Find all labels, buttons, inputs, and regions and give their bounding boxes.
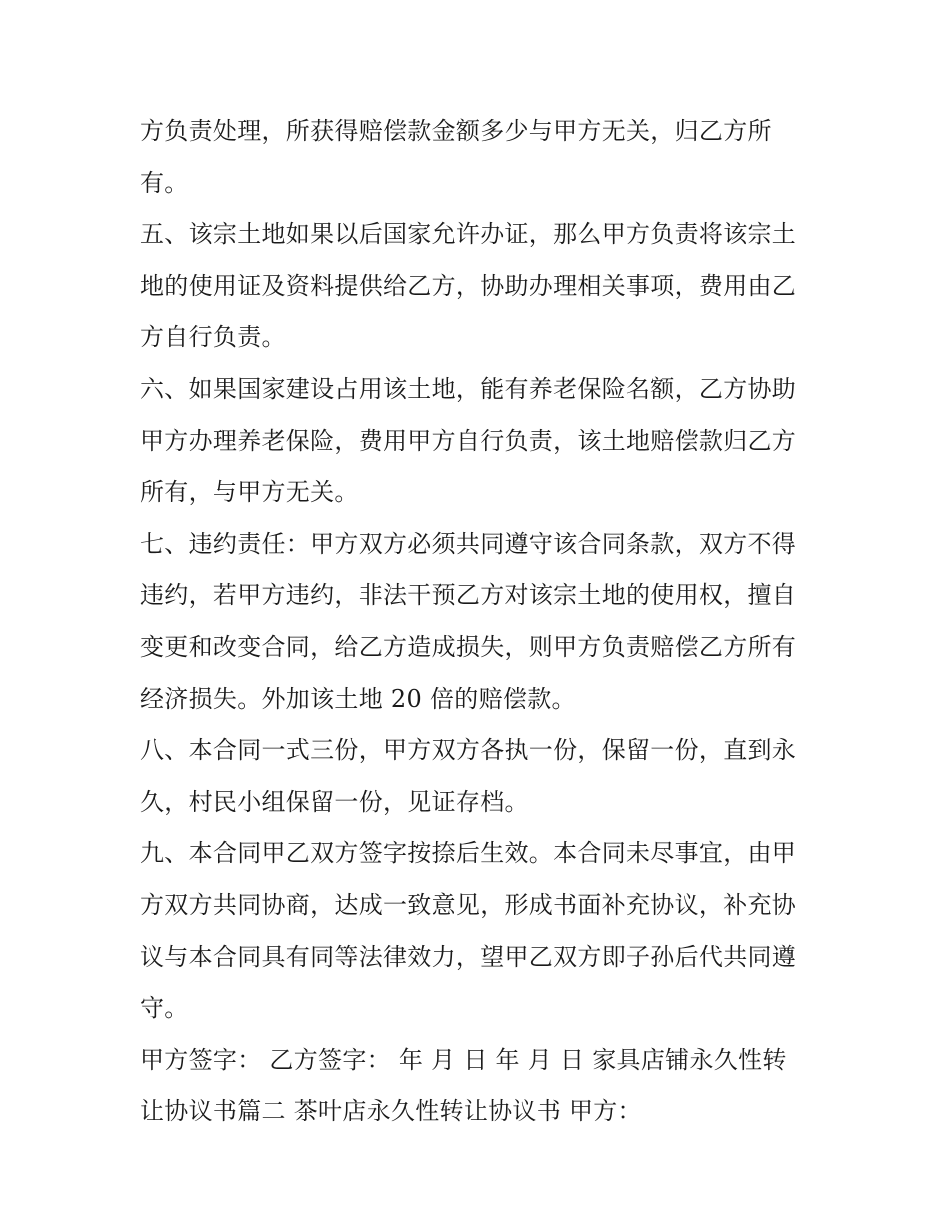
text-line: 守。	[140, 994, 189, 1023]
text-line: 经济损失。外加该土地 20 倍的赔偿款。	[140, 684, 576, 713]
text-line: 违约，若甲方违约，非法干预乙方对该宗土地的使用权，擅自	[140, 581, 797, 610]
signature-line: 甲方签字： 乙方签字： 年 月 日 年 月 日 家具店铺永久性转	[140, 1045, 787, 1074]
clause-9-line: 九、本合同甲乙双方签字按捺后生效。本合同未尽事宜，由甲	[140, 839, 797, 868]
clause-8-line: 八、本合同一式三份，甲方双方各执一份，保留一份，直到永	[140, 736, 797, 765]
text-line: 变更和改变合同，给乙方造成损失，则甲方负责赔偿乙方所有	[140, 632, 797, 661]
text-line: 地的使用证及资料提供给乙方，协助办理相关事项，费用由乙	[140, 271, 797, 300]
clause-5-line: 五、该宗土地如果以后国家允许办证，那么甲方负责将该宗土	[140, 220, 797, 249]
text-line: 方自行负责。	[140, 323, 286, 352]
clause-7-line: 七、违约责任：甲方双方必须共同遵守该合同条款，双方不得	[140, 529, 797, 558]
text-line: 所有，与甲方无关。	[140, 478, 359, 507]
document-body	[140, 106, 820, 1138]
text-line: 方双方共同协商，达成一致意见，形成书面补充协议，补充协	[140, 890, 797, 919]
text-line: 方负责处理，所获得赔偿款金额多少与甲方无关，归乙方所	[140, 117, 772, 145]
text-line: 甲方办理养老保险，费用甲方自行负责，该土地赔偿款归乙方	[140, 426, 797, 455]
text-line: 让协议书篇二 茶叶店永久性转让协议书 甲方：	[140, 1097, 642, 1126]
text-line: 久，村民小组保留一份，见证存档。	[140, 787, 529, 816]
text-line: 议与本合同具有同等法律效力，望甲乙双方即子孙后代共同遵	[140, 942, 797, 971]
clause-6-line: 六、如果国家建设占用该土地，能有养老保险名额，乙方协助	[140, 374, 797, 403]
text-line: 有。	[140, 168, 189, 197]
